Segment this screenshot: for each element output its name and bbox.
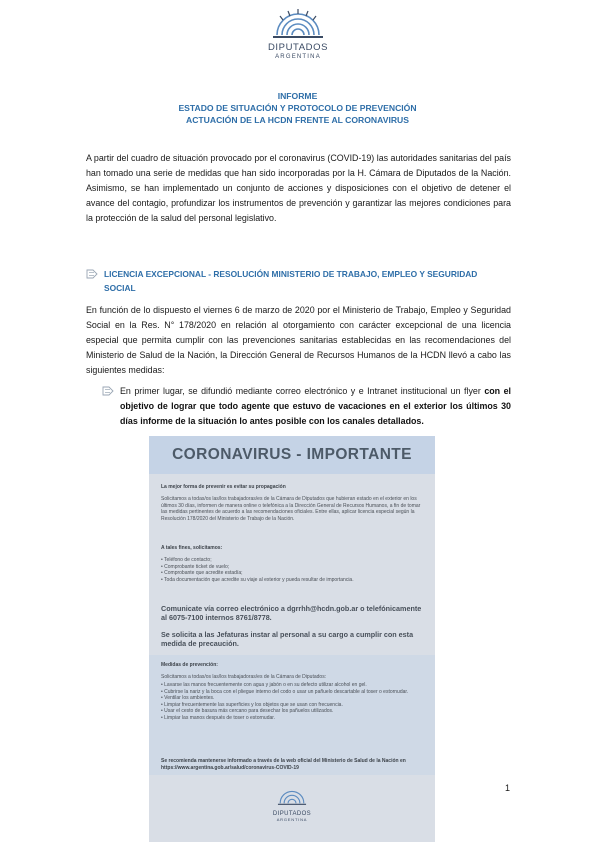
title-line-3: ACTUACIÓN DE LA HCDN FRENTE AL CORONAVIRUS <box>186 115 409 125</box>
section-heading-text: LICENCIA EXCEPCIONAL - RESOLUCIÓN MINISTERIO DE TRABAJO, EMPLEO Y SEGURIDAD SOCIAL <box>104 269 478 293</box>
flyer-logo-line1: DIPUTADOS <box>272 811 312 817</box>
flyer-request: Se solicita a las Jefaturas instar al personal a su cargo a cumplir con esta medida de precaución. <box>161 630 414 649</box>
congress-dome-icon <box>269 8 327 40</box>
bullet-text: En primer lugar, se difundió mediante correo electrónico y e Intranet institucional un flyer <box>120 386 485 396</box>
arrow-bullet-icon <box>102 386 114 401</box>
report-title <box>0 90 595 126</box>
flyer-s2-item: • Teléfono de contacto; <box>161 557 212 563</box>
section-heading <box>86 268 511 295</box>
arrow-bullet-icon <box>86 269 98 284</box>
flyer-s3-intro: Solicitamos a todas/os las/los trabajadoras/es de la Cámara de Diputados: <box>161 674 327 680</box>
flyer-s3-item: • Cubrirse la nariz y la boca con el pliegue interno del codo o usar un pañuelo descartable al toser o estornudar. <box>161 688 409 695</box>
title-line-1: INFORME <box>277 91 318 101</box>
flyer-contact: Comunicate vía correo electrónico a dgrrhh@hcdn.gob.ar o telefónicamente al 6075-7100 internos 8761/8778. <box>161 604 422 623</box>
bullet-bold-text: con el objetivo de lograr que todo agente que estuvo de vacaciones en el exterior los últimos 30 días informe de la situación lo antes posible con los canales detallados. <box>120 386 511 426</box>
intro-paragraph: A partir del cuadro de situación provocado por el coronavirus (COVID-19) las autoridades sanitarias del país han tomado una serie de medidas que han sido incorporadas por la H. Cámara de Diputados de la Nación. Asimismo, se han implementado un conjunto de acciones y disposiciones con el objetivo de detener el avance del contagio, profundizar los instrumentos de prevención y garantizar las mejores condiciones para la protección de la salud del personal legislativo. <box>86 153 511 223</box>
flyer-logo-line2: ARGENTINA <box>276 817 308 822</box>
flyer-s3-item: • Lavarse las manos frecuentemente con agua y jabón o en su defecto utilizar alcohol en gel. <box>161 682 367 688</box>
congress-dome-icon <box>275 788 309 806</box>
section-paragraph: En función de lo dispuesto el viernes 6 de marzo de 2020 por el Ministerio de Trabajo, Empleo y Seguridad Social en la Res. N° 178/2020 en relación al otorgamiento con carácter excepcional de una licencia especial que permita cumplir con las prevenciones sanitarias establecidas en las recomendaciones del Ministerio de Salud de la Nación, la Dirección General de Recursos Humanos de la HCDN llevó a cabo las siguientes medidas: <box>86 305 511 375</box>
diputados-logo <box>248 8 348 60</box>
flyer-footer-note: Se recomienda mantenerse informado a través de la web oficial del Ministerio de Salud de la Nación en https://www.argentina.gob.ar/salud/coronavirus-COVID-19 <box>161 758 406 771</box>
coronavirus-flyer <box>149 436 435 842</box>
flyer-s1-text: Solicitamos a todas/os las/los trabajadoras/es de la Cámara de Diputados que hubieran estado en el exterior en los últimos 30 días, informen de manera online o telefónica a la Dirección General de Recursos Humanos, a fin de tomar las medidas pertinentes de acuerdo a las recomendaciones oficiales. Entre ellas, aplicar licencia especial según la Resolución 178/2020 del Ministerio de Trabajo de la Nación. <box>161 496 421 522</box>
flyer-s3-item: • Ventilar los ambientes. <box>161 695 215 702</box>
page-number: 1 <box>505 783 511 793</box>
flyer-footer <box>149 776 435 842</box>
flyer-s2-heading: A tales fines, solicitamos: <box>161 545 223 551</box>
title-line-2: ESTADO DE SITUACIÓN Y PROTOCOLO DE PREVENCIÓN <box>178 103 417 113</box>
logo-text-line1: DIPUTADOS <box>267 42 329 53</box>
flyer-s2-item: • Comprobante que acredite estadía; <box>161 570 243 577</box>
flyer-s3-item: • Usar el cesto de basura más cercano para desechar los pañuelos utilizados. <box>161 708 334 715</box>
flyer-s3-item: • Limpiar frecuentemente las superficies y los objetos que se usan con frecuencia. <box>161 701 343 708</box>
flyer-s2-item: • Toda documentación que acredite su viaje al exterior y pueda resultar de importancia. <box>161 576 354 583</box>
bullet-item <box>102 384 511 429</box>
flyer-s1-heading: La mejor forma de prevenir es evitar su propagación <box>161 484 286 490</box>
flyer-s3-list <box>161 682 423 722</box>
flyer-s3-item: • Limpiar las manos después de toser o estornudar. <box>161 714 276 721</box>
flyer-s2-list <box>161 557 423 583</box>
flyer-s2-item: • Comprobante ticket de vuelo; <box>161 563 230 570</box>
logo-text-line2: ARGENTINA <box>275 54 321 60</box>
flyer-s3-heading: Medidas de prevención: <box>161 662 218 668</box>
flyer-logo <box>262 788 322 822</box>
flyer-title: CORONAVIRUS - IMPORTANTE <box>149 436 435 474</box>
